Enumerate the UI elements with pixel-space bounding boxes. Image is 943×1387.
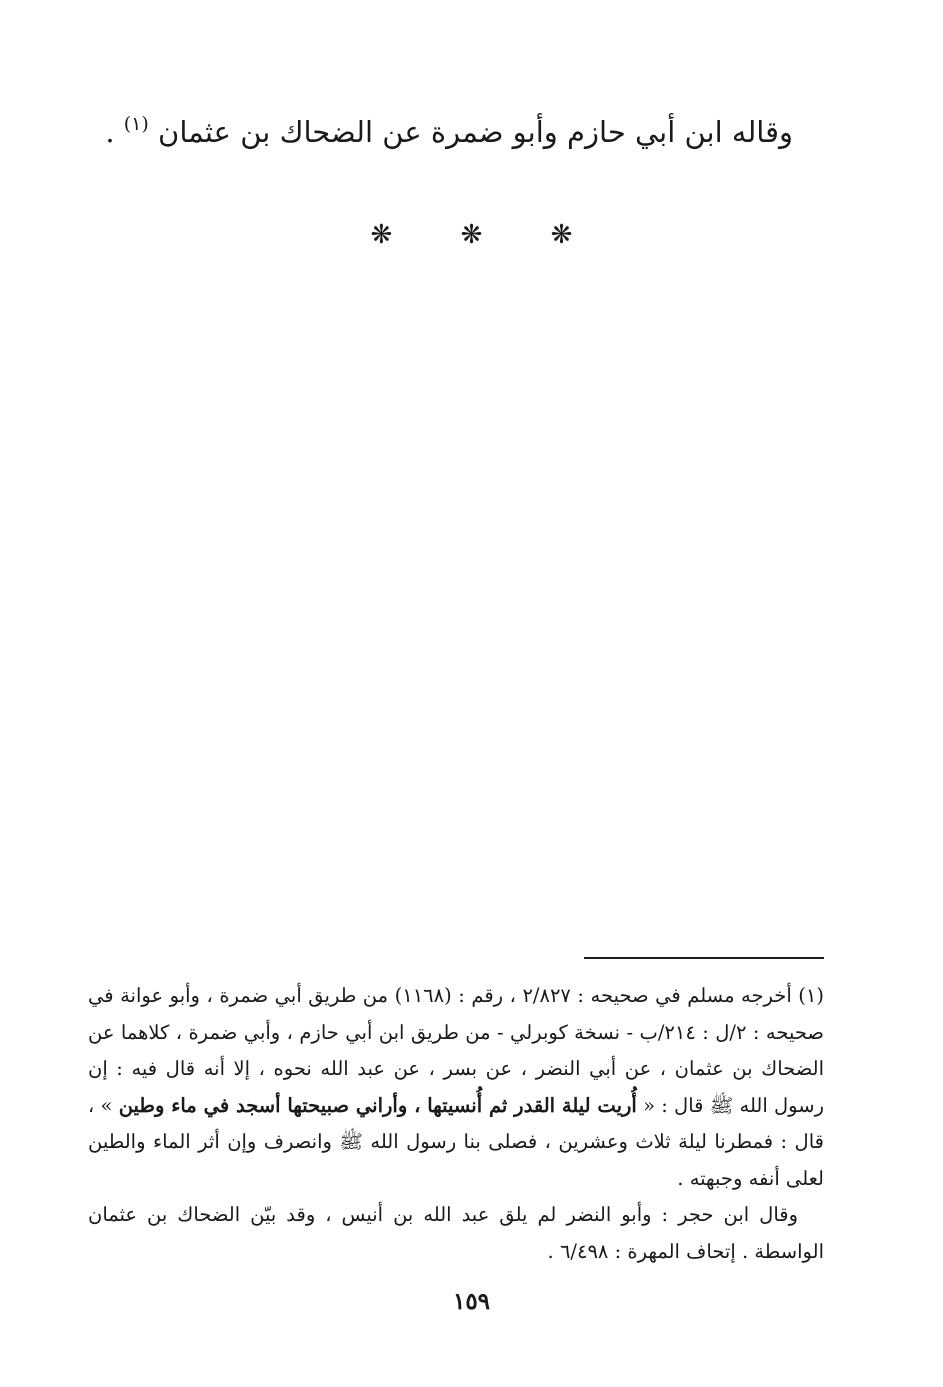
separator-star-icon: ❋ [550, 220, 573, 250]
separator-star-icon: ❋ [460, 220, 483, 250]
main-text-end: . [105, 115, 115, 149]
main-text-line [105, 100, 793, 156]
main-text: وقاله ابن أبي حازم وأبو ضمرة عن الضحاك بن عثمان [158, 115, 793, 149]
hadith-quote: أُريت ليلة القدر ثم أُنسيتها ، وأراني صبيحتها أسجد في ماء وطين [118, 1093, 637, 1117]
separator-star-icon: ❋ [370, 220, 393, 250]
footnote-text: » ، قال : فمطرنا ليلة ثلاث وعشرين ، فصلى بنا رسول الله ﷺ وانصرف وإن أثر الماء والطين لعلى أنفه وجبهته . [88, 1093, 824, 1190]
footnote-paragraph-1 [88, 978, 824, 1197]
footnote-paragraph-2: وقال ابن حجر : وأبو النضر لم يلق عبد الله بن أنيس ، وقد بيّن الضحاك بن عثمان الواسطة . إتحاف المهرة : ٦/٤٩٨ . [88, 1203, 824, 1263]
footnote-block [88, 978, 824, 1270]
footnote-reference[interactable]: (١) [123, 113, 149, 135]
section-separator [0, 220, 943, 250]
footnote-divider [584, 957, 824, 959]
page-number: ١٥٩ [452, 1288, 491, 1315]
footnote-text: (١) أخرجه مسلم في صحيحه : ٢/٨٢٧ ، رقم : (١١٦٨) من طريق أبي ضمرة ، وأبو عوانة في صحيحه : ٢/ل : ٢١٤/ب - نسخة كوبرلي - من طريق ابن أبي حازم ، وأبي ضمرة ، كلاهما عن الضحاك بن عثمان ، عن أبي النضر ، عن بسر ، عن عبد الله نحوه ، إلا أنه قال فيه : إن رسول الله ﷺ قال : « [88, 984, 825, 1117]
